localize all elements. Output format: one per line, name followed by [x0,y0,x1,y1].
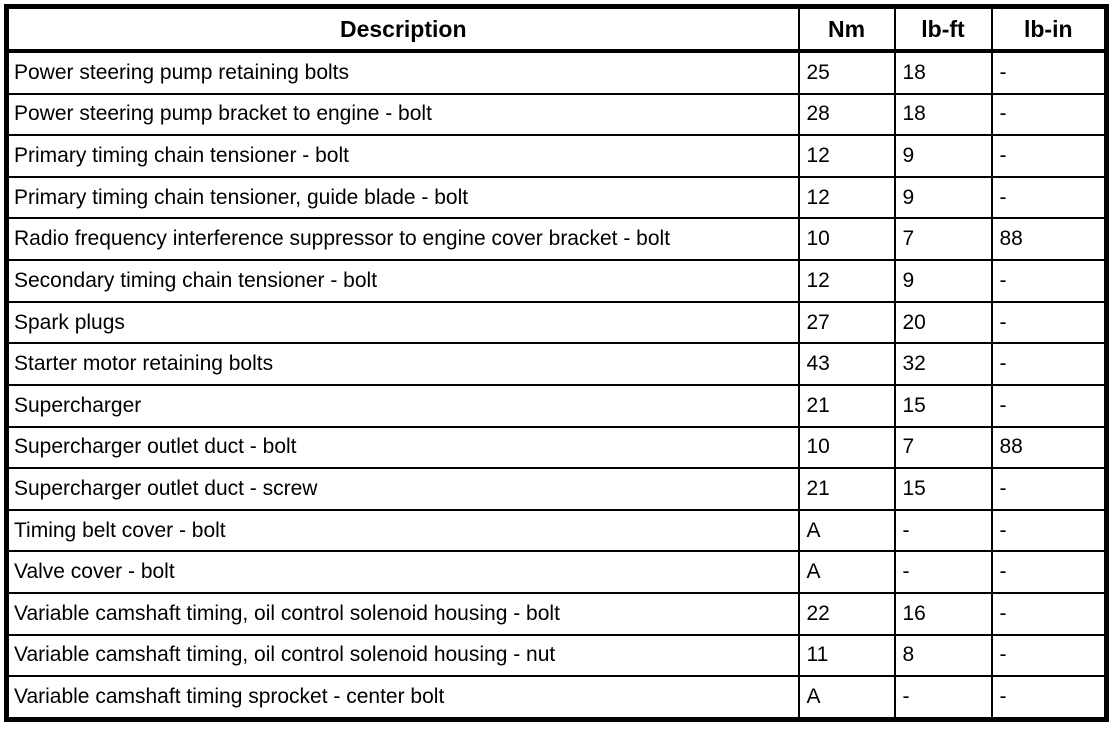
cell-lb-in: - [992,302,1107,344]
cell-lb-in: - [992,51,1107,94]
cell-lb-in: - [992,510,1107,552]
cell-lb-ft: 7 [895,218,992,260]
cell-lb-in: - [992,94,1107,136]
cell-lb-ft: 9 [895,135,992,177]
cell-lb-in: - [992,135,1107,177]
cell-description: Supercharger outlet duct - screw [7,468,799,510]
cell-lb-in: - [992,593,1107,635]
cell-nm: 22 [799,593,895,635]
cell-lb-in: - [992,551,1107,593]
cell-lb-in: - [992,260,1107,302]
cell-description: Power steering pump bracket to engine - bolt [7,94,799,136]
column-header-lb-ft: lb-ft [895,7,992,52]
cell-description: Secondary timing chain tensioner - bolt [7,260,799,302]
column-header-nm: Nm [799,7,895,52]
cell-lb-ft: 16 [895,593,992,635]
cell-lb-ft: 18 [895,94,992,136]
torque-spec-table [4,4,1109,722]
cell-lb-ft: 15 [895,468,992,510]
cell-description: Power steering pump retaining bolts [7,51,799,94]
table-row [7,676,1107,719]
table-row [7,427,1107,469]
cell-lb-ft: - [895,676,992,719]
cell-description: Variable camshaft timing, oil control solenoid housing - nut [7,635,799,677]
cell-nm: 21 [799,468,895,510]
table-row [7,135,1107,177]
table-row [7,343,1107,385]
cell-lb-ft: - [895,510,992,552]
cell-lb-ft: 8 [895,635,992,677]
cell-nm: A [799,676,895,719]
cell-lb-in: - [992,635,1107,677]
cell-lb-ft: 18 [895,51,992,94]
column-header-lb-in: lb-in [992,7,1107,52]
table-row [7,551,1107,593]
cell-description: Supercharger [7,385,799,427]
table-row [7,468,1107,510]
table-row [7,302,1107,344]
cell-nm: 12 [799,135,895,177]
cell-description: Radio frequency interference suppressor to engine cover bracket - bolt [7,218,799,260]
cell-lb-in: 88 [992,427,1107,469]
table-row [7,51,1107,94]
cell-nm: 43 [799,343,895,385]
cell-description: Timing belt cover - bolt [7,510,799,552]
cell-nm: 27 [799,302,895,344]
cell-lb-in: - [992,468,1107,510]
cell-lb-ft: 9 [895,177,992,219]
cell-lb-ft: 20 [895,302,992,344]
table-row [7,218,1107,260]
header-row [7,7,1107,52]
cell-lb-in: - [992,385,1107,427]
cell-nm: 10 [799,218,895,260]
table-row [7,385,1107,427]
cell-lb-in: 88 [992,218,1107,260]
cell-nm: A [799,551,895,593]
cell-lb-in: - [992,177,1107,219]
cell-description: Supercharger outlet duct - bolt [7,427,799,469]
cell-nm: 12 [799,177,895,219]
cell-nm: A [799,510,895,552]
cell-description: Primary timing chain tensioner, guide blade - bolt [7,177,799,219]
cell-nm: 12 [799,260,895,302]
cell-nm: 28 [799,94,895,136]
cell-description: Valve cover - bolt [7,551,799,593]
cell-nm: 21 [799,385,895,427]
cell-lb-ft: 7 [895,427,992,469]
cell-lb-ft: 9 [895,260,992,302]
table-row [7,260,1107,302]
cell-description: Starter motor retaining bolts [7,343,799,385]
cell-description: Variable camshaft timing sprocket - center bolt [7,676,799,719]
table-row [7,94,1107,136]
cell-nm: 10 [799,427,895,469]
table-row [7,177,1107,219]
table-row [7,593,1107,635]
table-row [7,635,1107,677]
cell-nm: 11 [799,635,895,677]
table-row [7,510,1107,552]
cell-description: Primary timing chain tensioner - bolt [7,135,799,177]
column-header-description: Description [7,7,799,52]
cell-lb-ft: - [895,551,992,593]
cell-lb-in: - [992,343,1107,385]
cell-lb-ft: 32 [895,343,992,385]
cell-description: Spark plugs [7,302,799,344]
cell-lb-in: - [992,676,1107,719]
cell-lb-ft: 15 [895,385,992,427]
cell-nm: 25 [799,51,895,94]
cell-description: Variable camshaft timing, oil control solenoid housing - bolt [7,593,799,635]
